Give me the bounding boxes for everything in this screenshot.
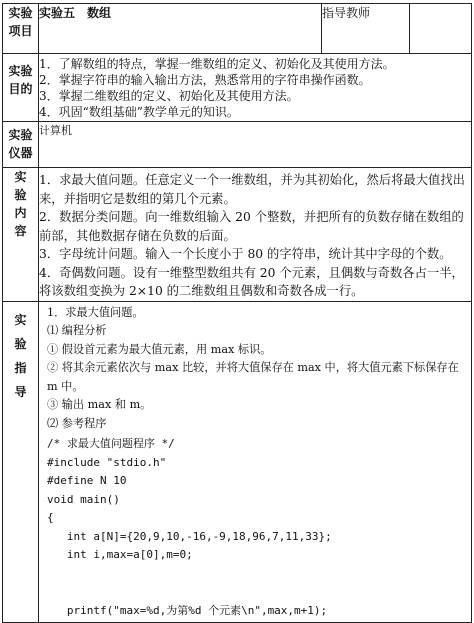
row-guide [3, 301, 472, 623]
code-line: printf("max=%d,为第%d 个元素\n",max,m+1); [47, 603, 328, 617]
guide-label-char: 实 [14, 312, 27, 327]
guide-body [39, 301, 472, 623]
code-line: { [47, 511, 54, 524]
content-label [3, 168, 39, 302]
code-line: void main() [47, 492, 120, 506]
code-line [47, 583, 463, 602]
guide-steps [39, 304, 471, 434]
row-equipment [3, 122, 472, 168]
content-label-char: 内 [14, 206, 27, 220]
row-content [3, 168, 472, 302]
content-label-char: 实 [14, 170, 27, 184]
project-label [3, 4, 39, 54]
content-item: 1．求最大值问题。任意定义一个一维数组，并为其初始化，然后将最大值找出来，并指明它是数组的第几个元素。 [39, 173, 465, 206]
content-list [39, 168, 472, 302]
code-line: #include "stdio.h" [47, 455, 167, 469]
content-item: 3．字母统计问题。输入一个长度小于 80 的字符串，统计其中字母的个数。 [39, 247, 452, 261]
guide-line: ② 将其余元素依次与 max 比较，并将大值保存在 max 中，将大值元素下标保存在 m 中。 [47, 361, 463, 393]
project-label-line2: 项目 [8, 24, 33, 38]
guide-line: ⑴ 编程分析 [47, 324, 107, 337]
row-purpose [3, 54, 472, 122]
guide-line: 1．求最大值问题。 [47, 305, 144, 319]
guide-line: ① 假设首元素为最大值元素，用 max 标识。 [47, 342, 272, 356]
guide-label-char: 验 [14, 336, 27, 351]
guide-line: ③ 输出 max 和 m。 [47, 398, 152, 411]
content-label-char: 容 [14, 224, 27, 238]
project-label-line1: 实验 [8, 6, 33, 20]
purpose-label [3, 54, 39, 122]
experiment-title: 实验五 数组 [39, 4, 322, 54]
code-line: #define N 10 [47, 474, 127, 487]
purpose-label-line1: 实验 [8, 64, 33, 78]
content-label-char: 验 [14, 188, 27, 202]
experiment-table [2, 3, 472, 623]
purpose-item: 3．掌握二维数组的定义、初始化及其使用方法。 [39, 89, 299, 103]
equipment-label-line1: 实验 [8, 128, 33, 142]
guide-label-char: 导 [14, 384, 27, 399]
content-item: 4．奇偶数问题。设有一维整型数组共有 20 个元素，且偶数与奇数各占一半，将该数组变换为 2×10 的二维数组且偶数和奇数各成一行。 [39, 265, 464, 298]
purpose-label-line2: 目的 [8, 82, 33, 96]
code-line: int i,max=a[0],m=0; [47, 548, 193, 561]
equipment-value: 计算机 [39, 122, 472, 168]
code-line: /* 求最大值问题程序 */ [47, 437, 175, 450]
equipment-label-line2: 仪器 [8, 146, 33, 160]
purpose-item: 4．巩固“数组基础”教学单元的知识。 [39, 105, 239, 119]
row-project [3, 4, 472, 54]
instructor-label: 指导教师 [322, 4, 410, 54]
purpose-item: 1．了解数组的特点，掌握一维数组的定义、初始化及其使用方法。 [39, 57, 395, 71]
guide-label-char: 指 [14, 360, 27, 375]
code-listing [39, 433, 471, 622]
guide-label [3, 301, 39, 623]
equipment-label [3, 122, 39, 168]
instructor-value [410, 4, 472, 54]
code-line [47, 565, 463, 584]
guide-line: ⑵ 参考程序 [47, 416, 107, 430]
purpose-list [39, 54, 472, 122]
code-line: int a[N]={20,9,10,-16,-9,18,96,7,11,33}; [47, 529, 332, 543]
content-item: 2．数据分类问题。向一维数组输入 20 个整数，并把所有的负数存储在数组的前部，其他数据存储在负数的后面。 [39, 210, 464, 243]
purpose-item: 2．掌握字符串的输入输出方法，熟悉常用的字符串操作函数。 [39, 73, 371, 87]
